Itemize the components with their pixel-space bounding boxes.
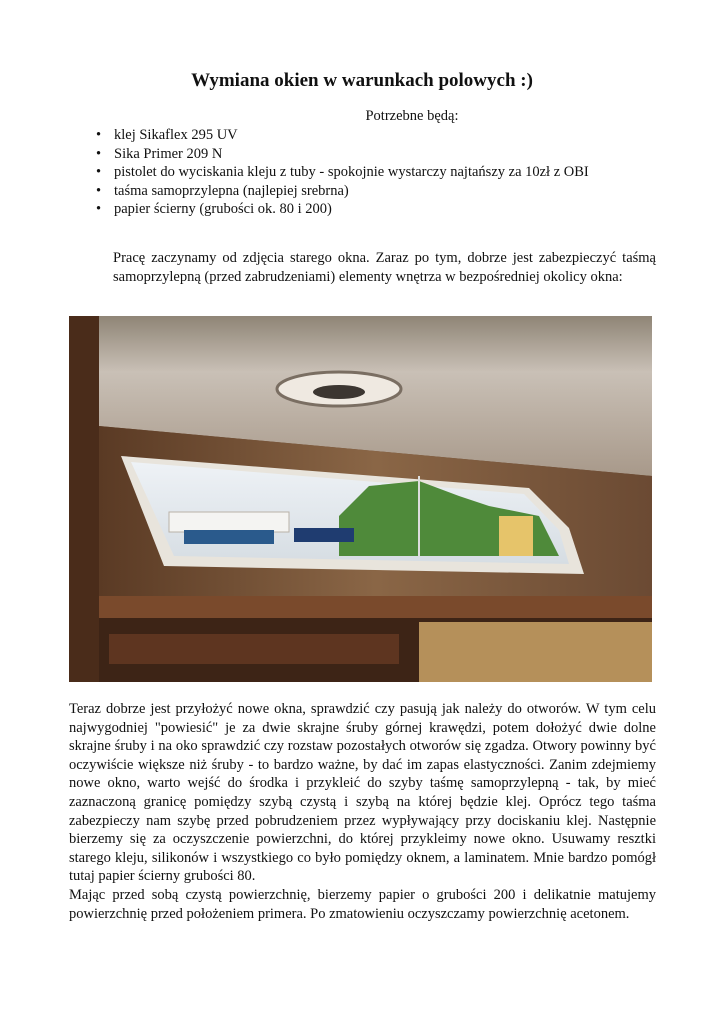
material-text: Sika Primer 209 N	[114, 145, 223, 162]
wood-post	[69, 316, 99, 682]
bullet-icon: •	[96, 145, 102, 162]
bullet-icon: •	[96, 164, 102, 180]
intro-paragraph: Pracę zaczynamy od zdjęcia starego okna. Zaraz po tym, dobrze jest zabezpieczyć taśmą samoprzylepną (przed zabrudzeniami) elementy wnętrza w bezpośredniej okolicy okna:	[113, 250, 656, 285]
upholstery	[419, 622, 652, 682]
window-photo-illustration	[69, 316, 652, 682]
bullet-icon: •	[96, 201, 102, 217]
list-item	[96, 182, 589, 201]
bullet-icon: •	[96, 182, 102, 199]
dock-box	[499, 516, 533, 556]
tool-on-deck	[294, 528, 354, 542]
list-item	[96, 163, 589, 182]
window-photo	[69, 316, 652, 682]
body-text	[69, 700, 656, 923]
bullet-icon: •	[96, 127, 102, 143]
list-item	[96, 145, 589, 164]
needed-label: Potrzebne będą:	[365, 108, 459, 124]
material-text: taśma samoprzylepna (najlepiej srebrna)	[114, 182, 349, 199]
material-text: klej Sikaflex 295 UV	[114, 127, 238, 143]
material-text: pistolet do wyciskania kleju z tuby - spokojnie wystarczy najtańszy za 10zł z OBI	[114, 164, 589, 180]
document-title: Wymiana okien w warunkach polowych :)	[191, 70, 533, 91]
paragraph-2: Mając przed sobą czystą powierzchnię, bierzemy papier o grubości 200 i delikatnie matujemy powierzchnię przed położeniem primera. Po zmatowieniu oczyszczamy powierzchnię acetonem.	[69, 886, 656, 922]
cup-holder-shelf	[109, 634, 399, 664]
paragraph-1: Teraz dobrze jest przyłożyć nowe okna, sprawdzić czy pasują jak należy do otworów. W tym celu najwygodniej "powiesić" je za dwie skrajne śruby górnej krawędzi, potem dołożyć dwie dolne skrajne śruby i na oko sprawdzić czy rozstaw pozostałych otworów się zgadza. Otwory powinny być oczywiście większe niż śruby - to bardzo ważne, by dać im zapas elastyczności. Zanim zdejmiemy nowe okno, warto wejść do środka i przykleić do szyby taśmę samoprzylepną - tak, by mieć zaznaczoną granicę pomiędzy szybą czystą i szybą na której będzie klej. Oprócz tego taśma zabezpieczy nam szybę przed pobrudzeniem przez wypływający przy dociskaniu klej. Następnie bierzemy się za oczyszczenie powierzchni, do której przykleimy nowe okno. Usuwamy resztki starego kleju, silikonów i wszystkiego co było pomiędzy oknem, a laminatem. Mnie bardzo pomógł tutaj papier ścierny grubości 80.	[69, 701, 656, 885]
materials-list	[96, 126, 589, 219]
list-item	[96, 200, 589, 219]
list-item	[96, 126, 589, 145]
boat-cover	[184, 530, 274, 544]
material-text: papier ścierny (grubości ok. 80 i 200)	[114, 201, 332, 217]
vent-hole	[313, 385, 365, 399]
wood-trim	[99, 596, 652, 618]
boat-hull	[169, 512, 289, 532]
